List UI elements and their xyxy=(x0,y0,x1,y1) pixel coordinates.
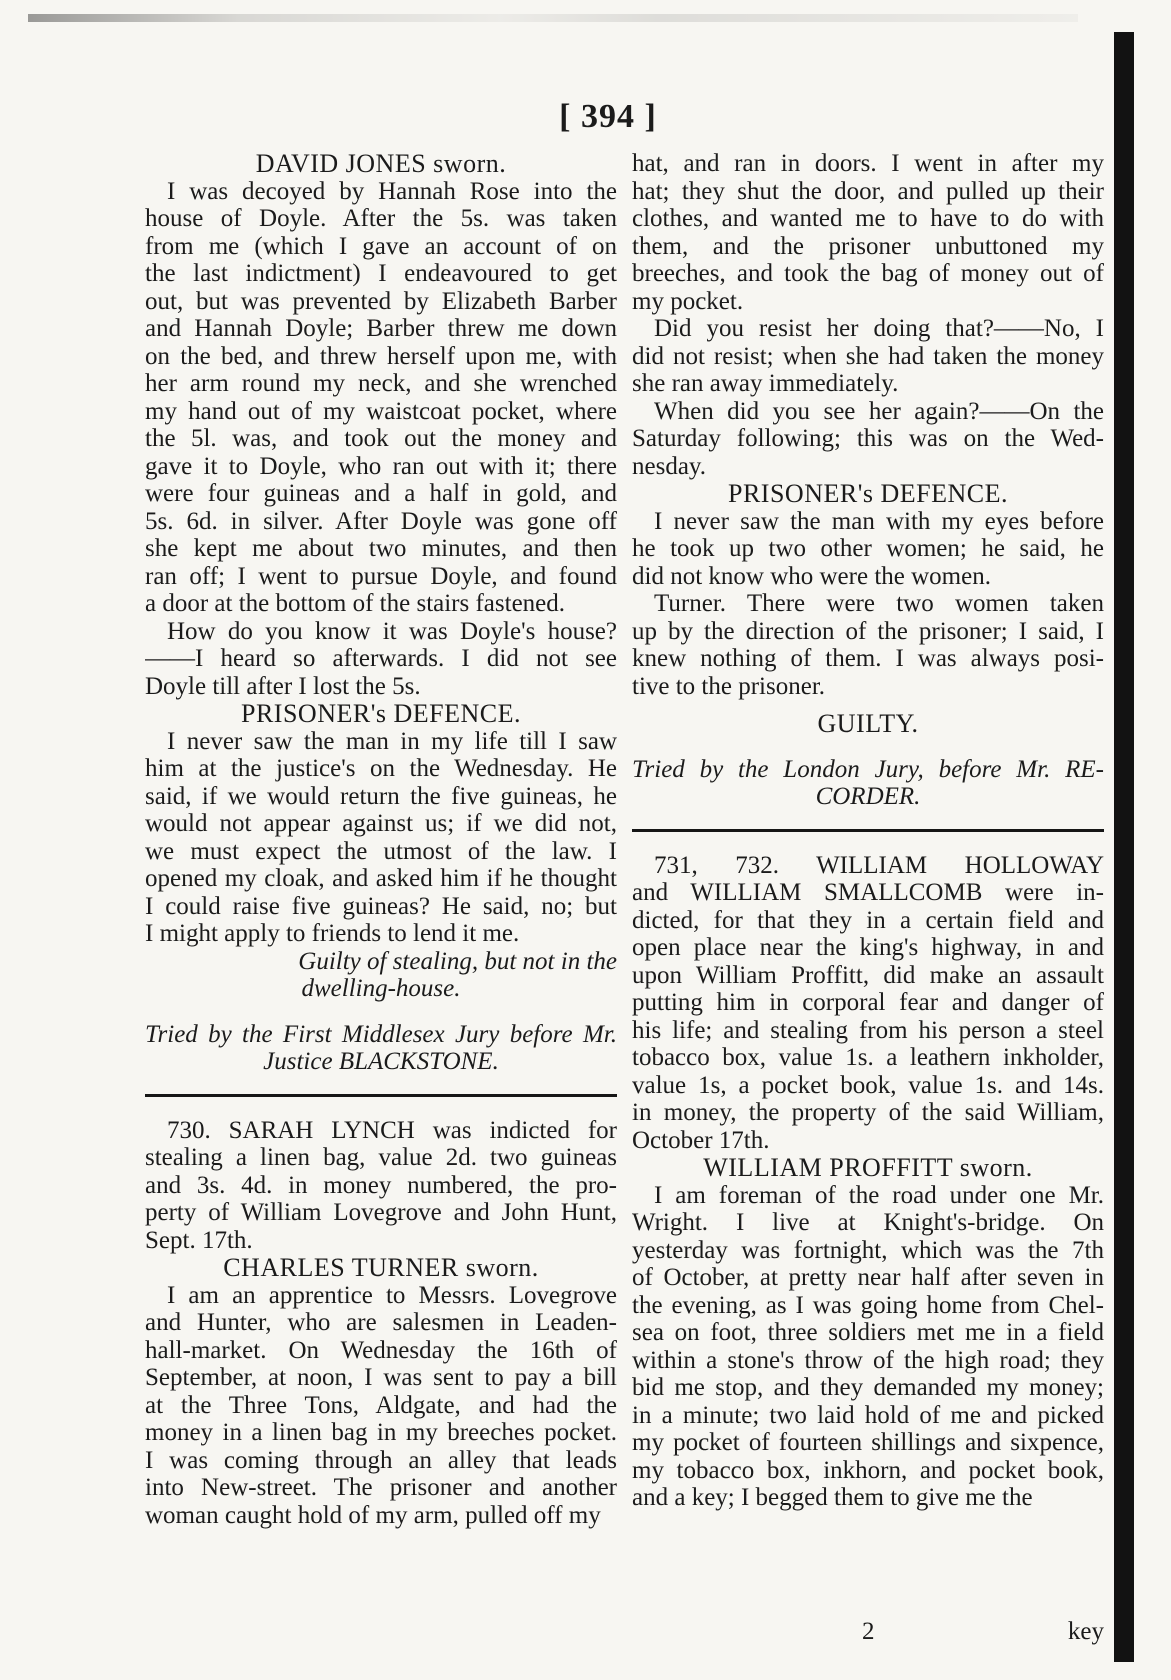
text-line: Saturday following; this was on the Wed- xyxy=(632,425,1104,452)
text-line: 731, 732. WILLIAM HOLLOWAY xyxy=(654,851,1104,879)
text-line: How do you know it was Doyle's house? xyxy=(167,617,617,645)
text-line: and a key; I begged them to give me the xyxy=(632,1484,1033,1511)
text-line: in a minute; two laid hold of me and picked xyxy=(632,1401,1104,1429)
text-line: September, at noon, I was sent to pay a bill xyxy=(145,1364,617,1391)
text-line: clothes, and wanted me to have to do with xyxy=(632,205,1104,232)
text-line: were four guineas and a half in gold, and xyxy=(145,480,617,507)
text-line: the last indictment) I endeavoured to get xyxy=(145,260,617,287)
text-line: hall-market. On Wednesday the 16th of xyxy=(145,1336,617,1364)
text-line: dicted, for that they in a certain field and xyxy=(632,906,1104,934)
paragraph xyxy=(632,508,1104,591)
section-heading: PRISONER's DEFENCE. xyxy=(728,480,1008,508)
text-line: at the Three Tons, Aldgate, and had the xyxy=(145,1391,617,1419)
text-line: I was coming through an alley that leads xyxy=(145,1446,617,1474)
text-line: CORDER. xyxy=(815,783,921,810)
text-line: tobacco box, value 1s. a leathern inkholder, xyxy=(632,1044,1104,1071)
text-line: yesterday was fortnight, which was the 7th xyxy=(632,1236,1104,1264)
paragraph xyxy=(632,1182,1104,1512)
text-line: dwelling-house. xyxy=(301,975,461,1002)
paragraph xyxy=(632,315,1104,398)
text-line: sea on foot, three soldiers met me in a field xyxy=(632,1319,1104,1346)
text-line: we must expect the utmost of the law. I xyxy=(145,837,617,865)
text-line: my pocket of fourteen shillings and sixpence, xyxy=(632,1429,1104,1456)
section-divider xyxy=(632,829,1104,832)
text-line: upon William Proffitt, did make an assault xyxy=(632,961,1104,989)
text-line: she ran away immediately. xyxy=(632,370,899,397)
text-line: my pocket. xyxy=(632,287,744,315)
text-line: he took up two other women; he said, he xyxy=(632,535,1104,562)
text-line: Tried by the First Middlesex Jury before Mr. xyxy=(145,1020,617,1048)
text-line: October 17th. xyxy=(632,1126,770,1154)
section-heading: CHARLES TURNER sworn. xyxy=(223,1254,539,1282)
text-line: his life; and stealing from his person a steel xyxy=(632,1016,1104,1044)
trial-note xyxy=(145,1021,617,1076)
text-line: bid me stop, and they demanded my money; xyxy=(632,1374,1104,1401)
text-line: ——I heard so afterwards. I did not see xyxy=(145,645,617,672)
verdict xyxy=(145,948,617,1003)
text-line: Turner. There were two women taken xyxy=(654,590,1104,617)
text-line: open place near the king's highway, in and xyxy=(632,934,1104,961)
text-line: and Hunter, who are salesmen in Leaden- xyxy=(145,1309,617,1336)
text-line: I never saw the man in my life till I saw xyxy=(167,727,617,755)
text-line: stealing a linen bag, value 2d. two guineas xyxy=(145,1144,617,1171)
text-line: I never saw the man with my eyes before xyxy=(654,507,1104,535)
text-line: the 5l. was, and took out the money and xyxy=(145,425,617,452)
paragraph xyxy=(145,178,617,618)
text-line: a door at the bottom of the stairs fastened. xyxy=(145,590,566,617)
text-line: her arm round my neck, and she wrenched xyxy=(145,370,617,397)
paragraph xyxy=(632,590,1104,700)
scan-edge-bar xyxy=(1114,32,1134,1662)
text-line: woman caught hold of my arm, pulled off my xyxy=(145,1501,601,1529)
text-line: would not appear against us; if we did not, xyxy=(145,810,617,837)
text-line: Tried by the London Jury, before Mr. RE- xyxy=(632,755,1104,783)
right-column xyxy=(632,150,1104,1512)
text-line: did not resist; when she had taken the money xyxy=(632,342,1104,370)
text-line: them, and the prisoner unbuttoned my xyxy=(632,232,1104,260)
text-line: gave it to Doyle, who ran out with it; there xyxy=(145,452,617,480)
trial-note xyxy=(632,756,1104,811)
text-line: she kept me about two minutes, and then xyxy=(145,535,617,562)
text-line: Doyle till after I lost the 5s. xyxy=(145,672,421,700)
text-line: the evening, as I was going home from Chel- xyxy=(632,1291,1104,1319)
text-line: hat; they shut the door, and pulled up their xyxy=(632,177,1104,205)
catchword: key xyxy=(1067,1618,1104,1645)
text-line: Did you resist her doing that?——No, I xyxy=(654,315,1104,342)
text-line: of October, at pretty near half after seven in xyxy=(632,1264,1104,1291)
text-line: did not know who were the women. xyxy=(632,562,991,590)
signature-mark: 2 xyxy=(862,1618,875,1645)
text-line: from me (which I gave an account of on xyxy=(145,232,617,260)
text-line: and 3s. 4d. in money numbered, the pro- xyxy=(145,1171,617,1199)
paragraph xyxy=(145,1282,617,1530)
text-line: I am an apprentice to Messrs. Lovegrove xyxy=(167,1281,617,1309)
paragraph xyxy=(145,728,617,948)
text-line: putting him in corporal fear and danger of xyxy=(632,989,1104,1016)
text-line: my hand out of my waistcoat pocket, where xyxy=(145,397,617,425)
text-line: said, if we would return the five guineas, he xyxy=(145,782,617,810)
text-line: within a stone's throw of the high road; they xyxy=(632,1346,1104,1374)
text-line: hat, and ran in doors. I went in after my xyxy=(632,150,1104,177)
text-line: I could raise five guineas? He said, no; but xyxy=(145,892,617,920)
text-line: Justice BLACKSTONE. xyxy=(263,1048,499,1075)
text-line: and WILLIAM SMALLCOMB were in- xyxy=(632,879,1104,906)
page-number: [ 394 ] xyxy=(559,98,657,135)
text-line: 5s. 6d. in silver. After Doyle was gone off xyxy=(145,507,617,535)
text-line: Wright. I live at Knight's-bridge. On xyxy=(632,1209,1104,1236)
text-line: I was decoyed by Hannah Rose into the xyxy=(167,177,617,205)
paragraph xyxy=(632,852,1104,1155)
text-line: on the bed, and threw herself upon me, with xyxy=(145,342,617,370)
text-line: into New-street. The prisoner and another xyxy=(145,1474,617,1501)
paragraph xyxy=(145,618,617,701)
text-line: perty of William Lovegrove and John Hunt, xyxy=(145,1199,617,1226)
section-heading: PRISONER's DEFENCE. xyxy=(241,700,521,728)
section-divider xyxy=(145,1094,617,1097)
text-line: tive to the prisoner. xyxy=(632,672,826,700)
section-heading: WILLIAM PROFFITT sworn. xyxy=(703,1154,1033,1182)
text-line: value 1s, a pocket book, value 1s. and 14s. xyxy=(632,1071,1104,1099)
paragraph xyxy=(632,398,1104,481)
text-line: Guilty of stealing, but not in the xyxy=(298,947,617,975)
verdict: GUILTY. xyxy=(817,710,919,738)
text-line: opened my cloak, and asked him if he thought xyxy=(145,865,617,892)
text-line: up by the direction of the prisoner; I said, I xyxy=(632,617,1104,645)
scan-artifact xyxy=(28,14,1078,22)
left-column xyxy=(145,150,617,1529)
text-line: money in a linen bag in my breeches pocket. xyxy=(145,1419,617,1446)
footer xyxy=(632,1618,1104,1645)
text-line: my tobacco box, inkhorn, and pocket book, xyxy=(632,1456,1104,1484)
text-line: out, but was prevented by Elizabeth Barber xyxy=(145,287,617,315)
text-line: When did you see her again?——On the xyxy=(654,397,1104,425)
text-line: nesday. xyxy=(632,452,707,480)
text-line: breeches, and took the bag of money out of xyxy=(632,260,1104,287)
text-line: Sept. 17th. xyxy=(145,1226,253,1254)
text-line: him at the justice's on the Wednesday. He xyxy=(145,755,617,782)
text-line: knew nothing of them. I was always posi- xyxy=(632,645,1104,672)
text-line: house of Doyle. After the 5s. was taken xyxy=(145,205,617,232)
text-line: and Hannah Doyle; Barber threw me down xyxy=(145,315,617,342)
text-line: 730. SARAH LYNCH was indicted for xyxy=(167,1116,617,1144)
text-line: in money, the property of the said William, xyxy=(632,1099,1104,1126)
text-line: I might apply to friends to lend it me. xyxy=(145,920,520,947)
paragraph xyxy=(145,1117,617,1255)
paragraph xyxy=(632,150,1104,315)
text-line: I am foreman of the road under one Mr. xyxy=(654,1181,1104,1209)
section-heading: DAVID JONES sworn. xyxy=(255,150,507,178)
text-line: ran off; I went to pursue Doyle, and found xyxy=(145,562,617,590)
